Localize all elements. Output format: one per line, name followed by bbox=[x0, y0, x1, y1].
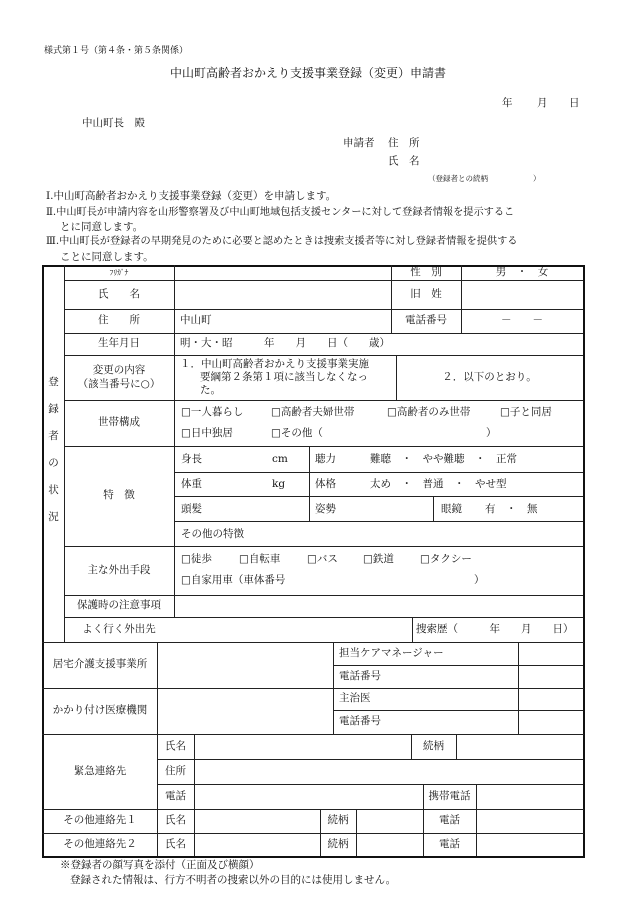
other-1-name-label: 氏名 bbox=[165, 814, 186, 827]
gender-options[interactable]: 男 ・ 女 bbox=[495, 265, 549, 278]
other-features-label: その他の特徴 bbox=[181, 528, 244, 540]
hearing-label: 聴力 bbox=[315, 453, 336, 465]
care-office-label: 居宅介護支援事業所 bbox=[52, 658, 148, 671]
care-manager-label: 担当ケアマネージャー bbox=[339, 646, 444, 659]
address-label: 住 所 bbox=[98, 314, 140, 327]
former-name-label: 旧 姓 bbox=[410, 287, 442, 300]
form-number: 様式第１号（第４条・第５条関係） bbox=[44, 46, 189, 56]
transport-rail[interactable]: □鉄道 bbox=[363, 553, 394, 565]
search-history[interactable]: 捜索歴（ 年 月 日） bbox=[416, 622, 574, 635]
form-title: 中山町高齢者おかえり支援事業登録（変更）申請書 bbox=[170, 66, 447, 80]
consent-1: Ⅰ.中山町高齢者おかえり支援事業登録（変更）を申請します。 bbox=[46, 190, 337, 202]
clinic-label: かかり付け医療機関 bbox=[52, 704, 148, 717]
household-other[interactable]: □その他（ bbox=[271, 427, 323, 439]
transport-bus[interactable]: □バス bbox=[307, 553, 338, 565]
applicant-label: 申請者 bbox=[343, 137, 375, 149]
household-daytime-alone[interactable]: □日中独居 bbox=[181, 427, 233, 439]
table-border-right bbox=[583, 265, 585, 857]
weight-label: 体重 bbox=[181, 478, 202, 490]
consent-3: Ⅲ.中山町長が登録者の早期発見のために必要と認めたときは捜索支援者等に対し登録者情報を提供する bbox=[46, 236, 518, 247]
transport-walk[interactable]: □徒歩 bbox=[181, 553, 212, 565]
transport-taxi[interactable]: □タクシー bbox=[420, 553, 472, 565]
consent-3-cont: ことに同意します。 bbox=[60, 251, 154, 263]
applicant-name-label: 氏 名 bbox=[388, 155, 420, 167]
other-2-name-label: 氏名 bbox=[165, 837, 186, 850]
date-year: 年 bbox=[502, 97, 513, 109]
applicant-address-label: 住 所 bbox=[388, 137, 420, 149]
hair-label: 頭髪 bbox=[181, 503, 202, 515]
table-border-bottom bbox=[42, 856, 585, 858]
other-2-phone-label: 電話 bbox=[439, 837, 460, 850]
glasses-label: 眼鏡 bbox=[441, 503, 462, 515]
care-phone-label: 電話番号 bbox=[339, 669, 381, 682]
addressee: 中山町長 殿 bbox=[82, 117, 145, 129]
emergency-mobile-label: 携帯電話 bbox=[428, 789, 471, 802]
household-couple[interactable]: □高齢者夫婦世帯 bbox=[271, 406, 355, 418]
weight-unit: kg bbox=[272, 478, 286, 490]
date-month: 月 bbox=[537, 97, 548, 109]
household-elderly-only[interactable]: □高齢者のみ世帯 bbox=[387, 406, 471, 418]
address-value[interactable]: 中山町 bbox=[180, 314, 212, 327]
other-1-phone-label: 電話 bbox=[439, 814, 460, 827]
change-label: 変更の内容 （該当番号に○） bbox=[77, 364, 161, 390]
birthdate-label: 生年月日 bbox=[98, 337, 140, 350]
height-label: 身長 bbox=[181, 453, 202, 465]
footer-photo-note: ※登録者の顔写真を添付（正面及び横顔） bbox=[60, 859, 260, 871]
build-options[interactable]: 太め ・ 普通 ・ やせ型 bbox=[370, 478, 507, 490]
gender-label: 性 別 bbox=[410, 265, 442, 278]
features-label: 特 徴 bbox=[103, 489, 135, 502]
hearing-options[interactable]: 難聴 ・ やや難聴 ・ 正常 bbox=[370, 453, 517, 465]
protection-notes-label: 保護時の注意事項 bbox=[77, 599, 161, 612]
other-2-relation-label: 続柄 bbox=[327, 837, 349, 850]
consent-2: Ⅱ.中山町長が申請内容を山形警察署及び中山町地域包括支援センターに対して登録者情報を提示するこ bbox=[46, 207, 515, 218]
phone-label: 電話番号 bbox=[405, 314, 447, 327]
height-unit: cm bbox=[272, 453, 288, 465]
name-label: 氏 名 bbox=[98, 287, 140, 300]
emergency-phone-label: 電話 bbox=[165, 789, 186, 802]
birthdate-value[interactable]: 明・大・昭 年 月 日（ 歳） bbox=[180, 337, 390, 350]
other-1-relation-label: 続柄 bbox=[327, 814, 349, 827]
household-single[interactable]: □一人暮らし bbox=[181, 406, 244, 418]
destination-label: よく行く外出先 bbox=[82, 622, 156, 635]
emergency-relation-label: 続柄 bbox=[423, 739, 444, 752]
other-contact-1-label: その他連絡先１ bbox=[63, 814, 137, 827]
furigana-label: ﾌﾘｶﾞﾅ bbox=[109, 267, 129, 277]
posture-label: 姿勢 bbox=[315, 503, 336, 515]
build-label: 体格 bbox=[315, 478, 336, 490]
emergency-contact-label: 緊急連絡先 bbox=[73, 764, 127, 777]
emergency-address-label: 住所 bbox=[165, 764, 186, 777]
footer-privacy-note: 登録された情報は、行方不明者の捜索以外の目的には使用しません。 bbox=[70, 874, 397, 886]
transport-bicycle[interactable]: □自転車 bbox=[239, 553, 281, 565]
change-option-2[interactable]: ２．以下のとおり。 bbox=[442, 370, 537, 383]
transport-car[interactable]: □自家用車（車体番号 bbox=[181, 574, 286, 586]
date-day: 日 bbox=[569, 97, 580, 109]
registrant-side-label: 登 録 者 の 状 況 bbox=[48, 375, 59, 524]
transport-car-close: ） bbox=[474, 574, 485, 586]
consent-2-cont: とに同意します。 bbox=[60, 221, 144, 233]
glasses-options[interactable]: 有 ・ 無 bbox=[485, 503, 538, 515]
household-with-child[interactable]: □子と同居 bbox=[500, 406, 552, 418]
change-option-1[interactable]: １．中山町高齢者おかえり支援事業実施 要綱第２条第１項に該当しなくなっ た。 bbox=[180, 357, 369, 397]
household-label: 世帯構成 bbox=[98, 416, 140, 429]
phone-value[interactable]: － － bbox=[501, 314, 543, 327]
clinic-phone-label: 電話番号 bbox=[339, 715, 381, 728]
other-contact-2-label: その他連絡先２ bbox=[63, 837, 137, 850]
doctor-label: 主治医 bbox=[339, 692, 371, 705]
transport-label: 主な外出手段 bbox=[87, 563, 151, 576]
applicant-relation: （登録者との続柄 ） bbox=[428, 174, 541, 183]
emergency-name-label: 氏名 bbox=[165, 739, 186, 752]
household-other-close: ） bbox=[486, 427, 497, 439]
